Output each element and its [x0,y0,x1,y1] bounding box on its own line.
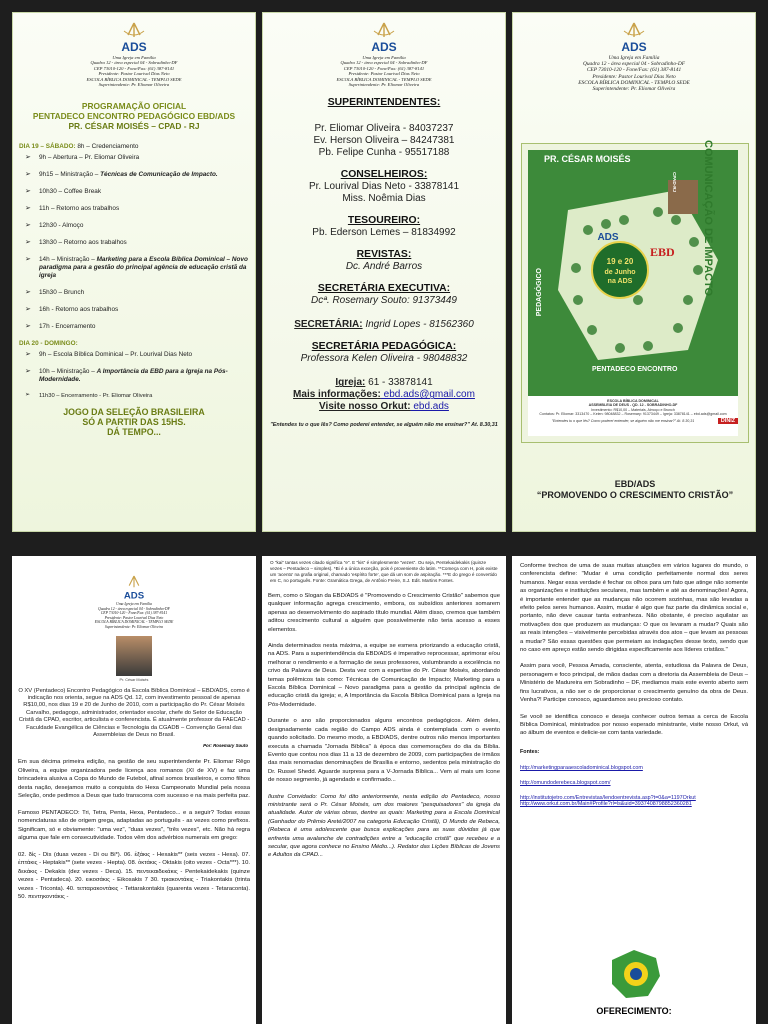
schedule-item: ➢ 9h – Abertura – Pr. Eliomar Oliveira [19,154,249,162]
body-text: Conforme trechos de uma de suas muitas atuações em vários lugares do mundo, o conferencista define: "Mudar é uma condição perfeitamente normal dos seres humanos. Negar essa verdade é fechar os olhos para um fato que atinge não somente as organizações e instituições seculares, mas também e até as denominações! Agora, é importante entender que as mudanças não ocorrem sozinhas, mas são levadas a efeito pelos seres humanos. Assim, mudar é algo que faz parte da dinâmica social e, portanto, não deve causar tanta estranheza. Não obstante, é preciso aquilatar as motivações dos que produzem as mudanças: O que os levaram a mudar? Quais são as reais intenções – visivelmente percebidas através dos atos – que levam as pessoas a mudar? São essas questões que permeiam as indagações desse texto, sendo que no caso em apreço estão sendo dirigidas especificamente aos líderes cristãos." [520,563,748,654]
poster-arc-title: COMUNICAÇÃO DE IMPACTO [702,140,714,297]
ads-logo-icon [614,21,654,55]
svg-text:ADS: ADS [597,232,619,243]
schedule-item: ➢ 12h30 - Almoço [19,222,249,230]
schedule-item: ➢ 16h - Retorno aos trabalhos [19,306,249,314]
body-text: Ilustre Convidado: Como foi dito anteriormente, nesta edição do Pentadeco, nosso ministrante será o Pr. César Moisés, um dos maiores "pesquisadores" da igreja da atualidade. Autor de várias obras, dentre as quais: Marketing para a Escola Dominical (Ganhador do Prêmio Areté/2007 na categoria Educação Cristã), O Mundo de Rebeca, (Rebeca é uma adolescente que busca explicações para as suas dúvidas já que enfrenta uma avalanche de contradições entre a "educação cristã" que recebeu e a secular, que agora conhece no Ensino Médio...). Redator das Lições Bíblicas de Jovens e Adultos da CPAD... [268,793,500,859]
body-text: Famoso PENTADECO: Tri, Tetra, Penta, Hexa, Pentadeco... e a seguir? Todas essas nomenclaturas são de origem grega, adaptadas ao português - as vezes como prefixos. Significam, só e obviamente: "uma vez", "duas vezes", "três vezes", etc. Não há regra alguma que fale em consecutividade. Todos vêm dos advérbios numerais em grego: [18,809,250,842]
body-text: Bem, como o Slogan da EBD/ADS é "Promovendo o Crescimento Cristão" sabemos que qualquer informação agrega crescimento, embora, os subsídios anteriores somarem apenas ao desenvolvimento do aspirado título mundial. Além disso, cremos que também aditou crescimento cultural a alguém que possivelmente não teria acesso a esses elementos. [268,593,500,633]
intro-panel [12,556,256,1024]
schedule-item: ➢ 15h30 – Brunch [19,289,249,297]
schedule-item: ➢ 10h30 – Coffee Break [19,188,249,196]
secretaria-executiva-heading: SECRETÁRIA EXECUTIVA: [317,283,451,295]
program-panel [12,12,256,532]
source-link[interactable]: http://omundoderebeca.blogspot.com/ [520,780,611,787]
poster-arc-left: PEDAGÓGICO [536,268,543,317]
footnote: O "kai" tantas vezes citado significa "e". E "kis" é simplesmente "vezes". Ou seja, Pentekaidekakis (quinze vezes – Pentadeco – simples). *Bi é a única exceção, pois é proveniente do latim. **Começa com H, pois existe um 'acento' na grafia original, chamado 'espírito forte', que dá um som de aspiração. ***E do grego é convertido em C, no português. Fonte: Gramática Grega, de Antônio Freire, S.J. Edit. Martins Fontes. [270,560,498,583]
world-cup-note: JOGO DA SELEÇÃO BRASILEIRA SÓ A PARTIR DAS 15HS. DÁ TEMPO... [63,407,205,438]
poster-details: ESCOLA BÍBLICA DOMINICAL ASSEMBLEIA DE DEUS - QD. 12 - SOBRADINHO-DF Investimento: R$10,00 – Materiais, Almoço e Brunch Contatos: Pr. Eliomar: 3313470 – Kelen: 98048832 – Rosemary: 91373449 – Igreja: 33878141 – ebd.ads@gmail.com "Entendes tu o que lês? Como poderei entender, se alguém não me ensinar?" At. 8.30,31 DINIZ [528,396,738,436]
day2-heading: DIA 20 - DOMINGO: [19,340,78,348]
body-text: 02. δίς - Dis (duas vezes - Di ou Bi*). 06. ἑξάκις - Hexakis** (seis vezes - Hexa). 07. ἑπτάκις - Heptakis** (sete vezes - Hepta). 08. ὀκτάκις - Oktakis (oito vezes - Octa***). 10. δεκάκις - Dekakis (dez vezes - Deca). 15. πεντεκαιδεκάκις - Pentekaidekakis (quinze vezes - Pentadeca). 20. εικοσάκις - Eikosakis 7 30. τριακοντάκις - Triakontakis (trinta vezes - Triconta). 40. τετταρακοντάκις - Tettarakontakis (quarenta vezes - Tetaraconta). 50. πεντηκοντάκις - [18,851,250,901]
ads-logo-icon [114,21,154,55]
ads-logo: ADS Uma Igreja em Família Quadra 12 - área especial 04 - Sobradinho-DF CEP 73010-120 - Fone/Fax: (61) 387-8141 Presidente: Pastor Lourival Dias Neto ESCOLA BÍBLICA DOMINICAL - TEMPLO SEDE Superintendente: Pr. Eliomar Oliveira [13,21,255,87]
poster-cpad: CPAD-RJ [672,172,677,193]
event-poster [521,140,749,443]
superintendentes-heading: SUPERINTENDENTES: [327,97,441,109]
body-text: Assim para você, Pessoa Amada, consciente, atenta, estudiosa da Palavra de Deus, personagem e foco principal, de mãos dadas com a diretoria da Assembleia de Deus – Ministério de Madureira em Sobradinho – DF, mediamos mais este evento aberto sem fins lucrativos, a não ser o de proporcionar o crescimento genuíno da obra de Deus. Venha?! Participe conosco, aguardamos seu precioso contato. [520,663,748,704]
staff-panel [262,12,506,532]
ads-logo-icon [364,21,404,55]
closing-panel [512,556,756,1024]
photo-caption: Pr. César Moisés [119,677,149,682]
body-text: Se você se identifica conosco e deseja conhecer outros temas a cerca de Escola Bíblica Dominical, ministrados por nosso esperado ministrante, visite nosso Orkut, vá ao álbum de eventos e delicie-se com tanta variedade. [520,713,748,737]
schedule-closing: ➢ 11h30 – Encerramento - Pr. Eliomar Oliveira [19,393,249,399]
byline: Por: Rosemary Souto [203,743,248,749]
svg-text:19 e 20: 19 e 20 [606,257,634,266]
email-link[interactable]: ebd.ads@gmail.com [380,389,475,401]
schedule-item: ➢ 11h – Retorno aos trabalhos [19,205,249,213]
ads-logo: ADS Uma Igreja em Família Quadra 12 - área especial 04 - Sobradinho-DF CEP 73010-120 - Fone/Fax: (61) 387-8141 Presidente: Pastor Lourival Dias Neto ESCOLA BÍBLICA DOMINICAL - TEMPLO SEDE Superintendente: Pr. Eliomar Oliveira [12,574,256,630]
schedule-item: ➢ 14h – Ministração – Marketing para a Escola Bíblica Dominical – Novo paradigma para a gestão do principal agência de educação cristã da igreja [19,256,249,280]
schedule-item: ➢ 17h - Encerramento [19,323,249,331]
day1-heading: DIA 19 – SÁBADO: 8h – Credenciamento [19,143,139,151]
body-text: Em sua décima primeira edição, na gestão de seu superintendente Pr. Eliomar Rêgo Oliveira, a equipe organizadora pede licença aos romanos (XI de XV) e faz uma brincadeira alusiva a Copa do Mundo de Futebol, afinal somos brasileiros, e como filhos desta nação, desejamos muito a conquista do Hexa Campeonato Mundial pela nossa Seleção, onde pedimos a Deus que tudo transcorra com sucesso e na mais perfeita paz. [18,759,250,800]
svg-text:de Junho: de Junho [604,269,636,276]
sources-label: Fontes: [520,748,540,755]
ads-logo-icon [118,574,150,602]
svg-text:ADS: ADS [621,40,647,54]
brazil-map-icon [604,946,664,1002]
source-link[interactable]: http://marketingparaaescoladominical.blogspot.com [520,765,643,772]
speaker-name: PR. CÉSAR MOISÉS [544,154,631,164]
body-text: Ainda determinados nesta máxima, a equipe se esmera priorizando a educação cristã, na ADS. Para a superintendência da EBD/ADS é imperativo reprocessar, aprimorar e/ou melhorar o rendimento e a formação de seus professores, vislumbrando a excelência no crivo da Palavra de Deus. Desta vez com a expertise do Pr. César Moisés, abordando temas polêmicos tais como: Técnicas de Comunicação de Impacto; Marketing para a Escola Bíblica Dominical – Novo paradigma para a gestão da principal agência de educação cristã da igreja; e, A Importância da Escola Bíblica Dominical para a Igreja na Pós-Modernidade. [268,643,500,708]
intro-text: O XV (Pentadeco) Encontro Pedagógico da Escola Bíblica Dominical – EBD/ADS, como é indicação nos orienta, segue na ADS Qd. 12, com investimento pessoal de apenas R$10,00, nos dias 19 e 20 de Junho de 2010, com a participação do Pr. César Moisés Carvalho, pedagogo, administrador, orientador escolar, chefe do Setor de Educação Cristã da CPAD, escritor, articulista e conferencista. É atualmente professor da FAECAD - Faculdade Evangélica de Ciências e Tecnologia da CGADB – Convenção Geral das Assembleias de Deus no Brasil. [18,687,250,738]
schedule-item: ➢ 9h – Escola Bíblica Dominical – Pr. Lourival Dias Neto [19,351,249,359]
article-panel [262,556,506,1024]
sponsor-logo: DINIZ [718,418,738,424]
svg-text:ADS: ADS [121,40,147,54]
source-link[interactable]: http://institutojetro.com/Entrevistas/lendoentrevista.asp?t=0&a=1197Orkut http://www.orkut.com.br/Main#Profile?rl=ls&uid=3937408798852360281 [520,795,696,808]
svg-text:ADS: ADS [123,590,145,602]
offer-heading: OFERECIMENTO: [596,1006,672,1016]
svg-text:EBD: EBD [650,245,675,259]
staff-list: SUPERINTENDENTES: Pr. Eliomar Oliveira - 84037237 Ev. Herson Oliveira – 84247381 Pb. Felipe Cunha - 95517188 CONSELHEIROS: Pr. Lourival Dias Neto - 33878141 Miss. Noêmia Dias TESOUREIRO: Pb. Ederson Lemes – 81834992 REVISTAS: Dc. André Barros SECRETÁRIA EXECUTIVA: Dcª. Rosemary Souto: 91373449 SECRETÁRIA: Ingrid Lopes - 81562360 SECRETÁRIA PEDAGÓGICA: Professora Kelen Oliveira - 98048832 Igreja: 61 - 33878141 Mais informações: ebd.ads@gmail.com Visite nosso Orkut: ebd.ads "Entendes tu o que lês? Como poderei entender, se alguém não me ensinar?" At. 8.30,31 [263,97,505,431]
slogan: EBD/ADS “PROMOVENDO O CRESCIMENTO CRISTÃO” [536,479,734,500]
program-title: PROGRAMAÇÃO OFICIAL PENTADECO ENCONTRO PEDAGÓGICO EBD/ADS PR. CÉSAR MOISÉS – CPAD - RJ [32,101,236,132]
schedule-item: ➢ 10h – Ministração – A Importância da EBD para a Igreja na Pós-Modernidade. [19,368,249,384]
body-text: Durante o ano são proporcionados alguns encontros pedagógicos. Além deles, designadamente cada região do Campo ADS ainda é contemplada com o evento quando solicitado. Do mesmo modo, a EBD/ADS, dentre outros não menos importantes executa a chamada "Jornada Bíblica" à época das comemorações do dia da Bíblia. Evento que contou nos dias 11 a 13 de dezembro de 2009, com participações de irmãos das mais renomadas denominações de Brasília e entorno, sedentos pela ministração do Dr. Russel Shedd. Aguarde surpresa para a V-Jornada Bíblica... Vem aí mais um ícone de nosso segmento, já agendado e confirmado... [268,718,500,784]
schedule-item: ➢ 9h15 – Ministração – Técnicas de Comunicação de Impacto. [19,171,249,179]
cover-panel [512,12,756,532]
svg-text:ADS: ADS [371,40,397,54]
ads-logo: ADS Uma Igreja em Família Quadra 12 - área especial 04 - Sobradinho-DF CEP 73010-120 - Fone/Fax: (61) 387-8141 Presidente: Pastor Lourival Dias Neto ESCOLA BÍBLICA DOMINICAL - TEMPLO SEDE Superintendente: Pr. Eliomar Oliveira [513,21,755,92]
tesoureiro-heading: TESOUREIRO: [347,215,421,227]
revistas-heading: REVISTAS: [356,249,412,261]
conselheiros-heading: CONSELHEIROS: [340,169,428,181]
schedule [13,143,255,399]
speaker-photo [116,636,152,676]
ads-logo: ADS Uma Igreja em Família Quadra 12 - área especial 04 - Sobradinho-DF CEP 73010-120 - Fone/Fax: (61) 387-8141 Presidente: Pastor Lourival Dias Neto ESCOLA BÍBLICA DOMINICAL - TEMPLO SEDE Superintendente: Pr. Eliomar Oliveira [263,21,505,87]
bible-quote: "Entendes tu o que lês? Como poderei entender, se alguém não me ensinar?" At. 8.30,31 [270,422,498,429]
poster-arc-bottom: PENTADECO ENCONTRO [592,366,678,373]
secretaria-pedagogica-heading: SECRETÁRIA PEDAGÓGICA: [311,341,457,353]
svg-text:na ADS: na ADS [607,278,633,285]
orkut-link[interactable]: ebd.ads [410,401,449,413]
schedule-item: ➢ 13h30 – Retorno aos trabalhos [19,239,249,247]
